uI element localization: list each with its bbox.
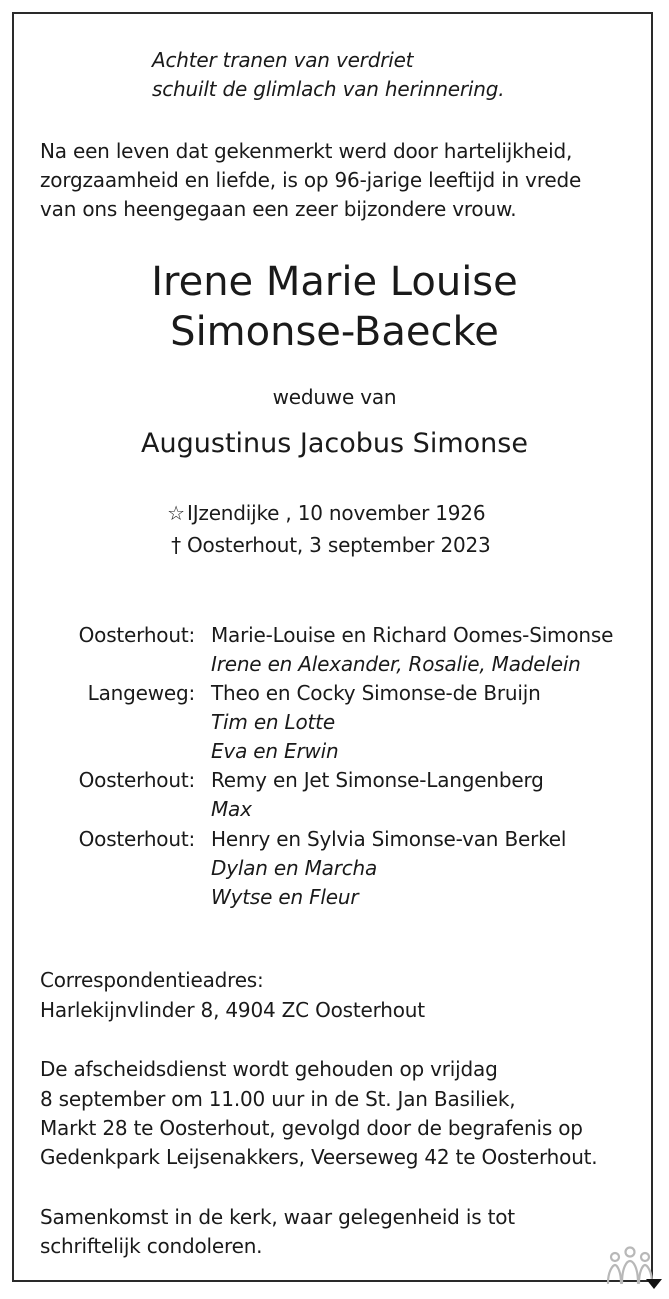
family-grandchildren: Dylan en Marcha <box>211 856 378 880</box>
service-line-1: De afscheidsdienst wordt gehouden op vrijdag <box>40 1057 498 1081</box>
intro-line-1: Na een leven dat gekenmerkt werd door hartelijkheid, <box>40 139 573 163</box>
family-grandchildren: Tim en Lotte <box>211 710 335 734</box>
death-text: Oosterhout, 3 september 2023 <box>187 533 491 557</box>
correspondence-label: Correspondentieadres: <box>40 968 264 992</box>
service-line-4: Gedenkpark Leijsenakkers, Veerseweg 42 te Oosterhout. <box>40 1145 598 1169</box>
family-place: Oosterhout: <box>78 768 195 792</box>
star-icon: ☆ <box>167 501 185 525</box>
deceased-name-line-2: Simonse-Baecke <box>170 309 499 355</box>
correspondence-address: Harlekijnvlinder 8, 4904 ZC Oosterhout <box>40 998 425 1022</box>
family-place: Oosterhout: <box>78 623 195 647</box>
poem-line-1: Achter tranen van verdriet <box>152 48 414 72</box>
service-line-2: 8 september om 11.00 uur in de St. Jan Basiliek, <box>40 1087 516 1111</box>
birth-line <box>165 499 485 528</box>
family-grandchildren: Eva en Erwin <box>211 739 339 763</box>
widow-of-label: weduwe van <box>272 385 397 409</box>
family-member: Marie-Louise en Richard Oomes-Simonse <box>211 623 614 647</box>
service-line-3: Markt 28 te Oosterhout, gevolgd door de begrafenis op <box>40 1116 583 1140</box>
birth-text: IJzendijke , 10 november 1926 <box>187 501 486 525</box>
intro-line-3: van ons heengegaan een zeer bijzondere vrouw. <box>40 197 517 221</box>
family-grandchildren: Max <box>211 797 252 821</box>
intro-line-2: zorgzaamheid en liefde, is op 96-jarige leeftijd in vrede <box>40 168 582 192</box>
poem-line-2: schuilt de glimlach van herinnering. <box>152 77 505 101</box>
family-grandchildren: Irene en Alexander, Rosalie, Madelein <box>211 652 581 676</box>
gathering-line-2: schriftelijk condoleren. <box>40 1234 263 1258</box>
family-place: Oosterhout: <box>78 827 195 851</box>
download-arrow-icon[interactable] <box>646 1279 662 1289</box>
death-line <box>165 531 491 560</box>
family-place: Langeweg: <box>87 681 195 705</box>
family-grandchildren: Wytse en Fleur <box>211 885 359 909</box>
deceased-name-line-1: Irene Marie Louise <box>151 259 518 305</box>
family-member: Henry en Sylvia Simonse-van Berkel <box>211 827 567 851</box>
family-member: Theo en Cocky Simonse-de Bruijn <box>211 681 541 705</box>
spouse-name: Augustinus Jacobus Simonse <box>141 428 528 459</box>
cross-icon: † <box>171 533 181 557</box>
family-member: Remy en Jet Simonse-Langenberg <box>211 768 544 792</box>
gathering-line-1: Samenkomst in de kerk, waar gelegenheid is tot <box>40 1205 515 1229</box>
